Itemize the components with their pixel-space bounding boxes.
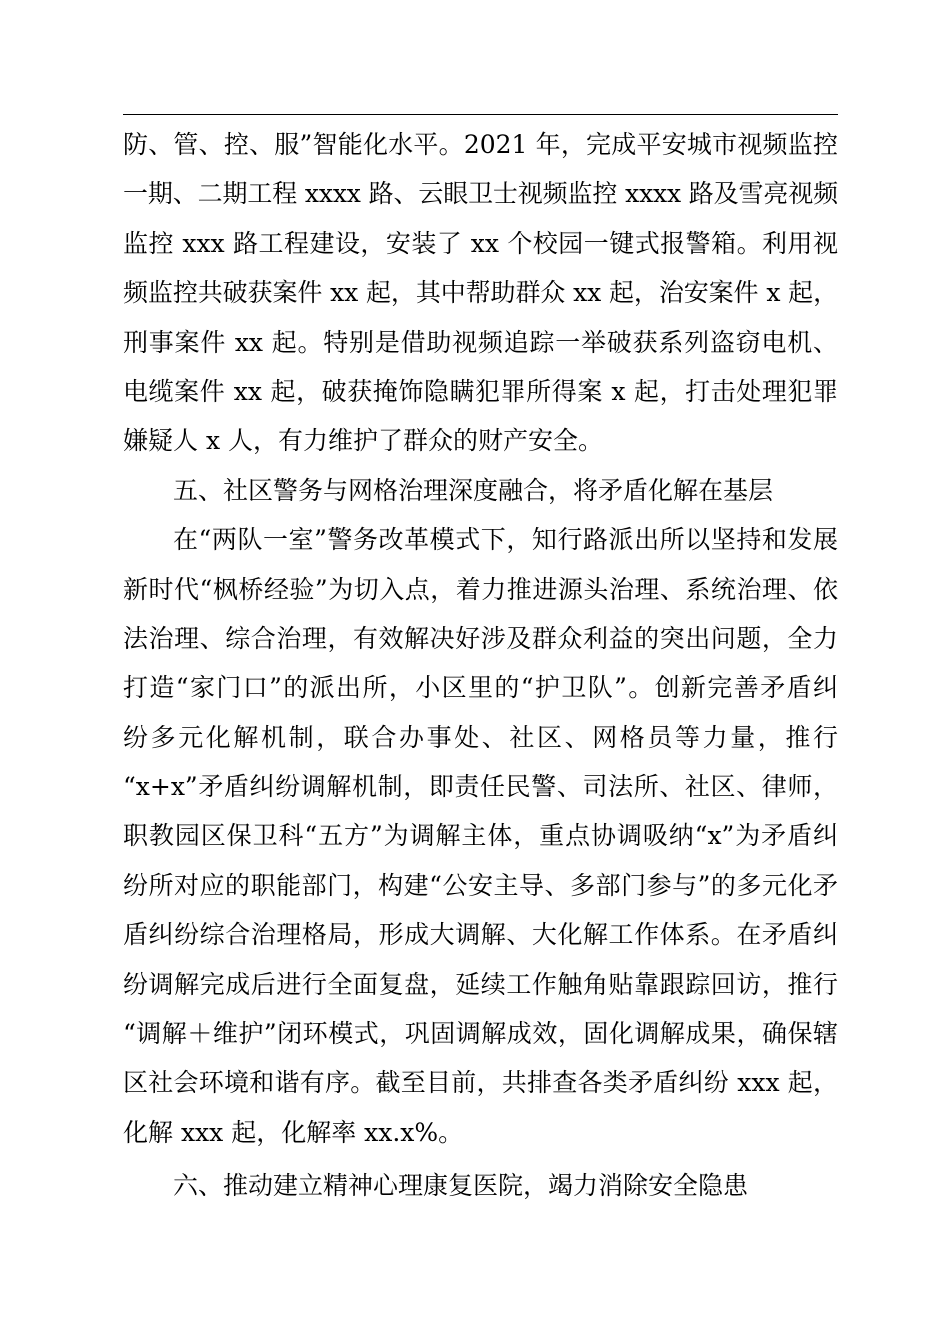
- section-heading-6: 六、推动建立精神心理康复医院，竭力消除安全隐患: [173, 1171, 749, 1201]
- text-line: 防、管、控、服”智能化水平。2021 年，完成平安城市视频监控: [123, 130, 838, 159]
- text-line: “x+x”矛盾纠纷调解机制，即责任民警、司法所、社区、律师，: [123, 772, 838, 802]
- text-line: 刑事案件 xx 起。特别是借助视频追踪一举破获系列盗窃电机、: [123, 327, 838, 357]
- text-line: 法治理、综合治理，有效解决好涉及群众利益的突出问题，全力: [123, 623, 838, 653]
- document-body: [123, 120, 838, 1211]
- text-line: 新时代“枫桥经验”为切入点，着力推进源头治理、系统治理、依: [123, 574, 838, 604]
- section-heading-5: 五、社区警务与网格治理深度融合，将矛盾化解在基层: [173, 475, 774, 505]
- text-line: 化解 xxx 起，化解率 xx.x%。: [123, 1117, 464, 1147]
- header-rule: [123, 114, 838, 115]
- text-line: 纷所对应的职能部门，构建“公安主导、多部门参与”的多元化矛: [123, 870, 838, 900]
- text-line: 一期、二期工程 xxxx 路、云眼卫士视频监控 xxxx 路及雪亮视频: [123, 179, 838, 209]
- text-line: 电缆案件 xx 起，破获掩饰隐瞒犯罪所得案 x 起，打击处理犯罪: [123, 376, 838, 406]
- text-line: 在“两队一室”警务改革模式下，知行路派出所以坚持和发展: [173, 525, 838, 555]
- text-line: 打造“家门口”的派出所，小区里的“护卫队”。创新完善矛盾纠: [123, 673, 838, 703]
- text-line: 纷多元化解机制，联合办事处、社区、网格员等力量，推行: [123, 722, 838, 752]
- text-line: 区社会环境和谐有序。截至目前，共排查各类矛盾纠纷 xxx 起，: [123, 1068, 838, 1098]
- text-line: 职教园区保卫科“五方”为调解主体，重点协调吸纳“x”为矛盾纠: [123, 821, 838, 851]
- text-line: 频监控共破获案件 xx 起，其中帮助群众 xx 起，治安案件 x 起，: [123, 278, 838, 308]
- text-line: 监控 xxx 路工程建设，安装了 xx 个校园一键式报警箱。利用视: [123, 228, 838, 258]
- paragraph-community-policing: [123, 515, 838, 1157]
- paragraph-video-surveillance: [123, 120, 838, 466]
- text-line: 嫌疑人 x 人，有力维护了群众的财产安全。: [123, 426, 603, 456]
- text-line: “调解＋维护”闭环模式，巩固调解成效，固化调解成果，确保辖: [123, 1019, 838, 1049]
- text-line: 纷调解完成后进行全面复盘，延续工作触角贴靠跟踪回访，推行: [123, 969, 838, 999]
- text-line: 盾纠纷综合治理格局，形成大调解、大化解工作体系。在矛盾纠: [123, 920, 838, 950]
